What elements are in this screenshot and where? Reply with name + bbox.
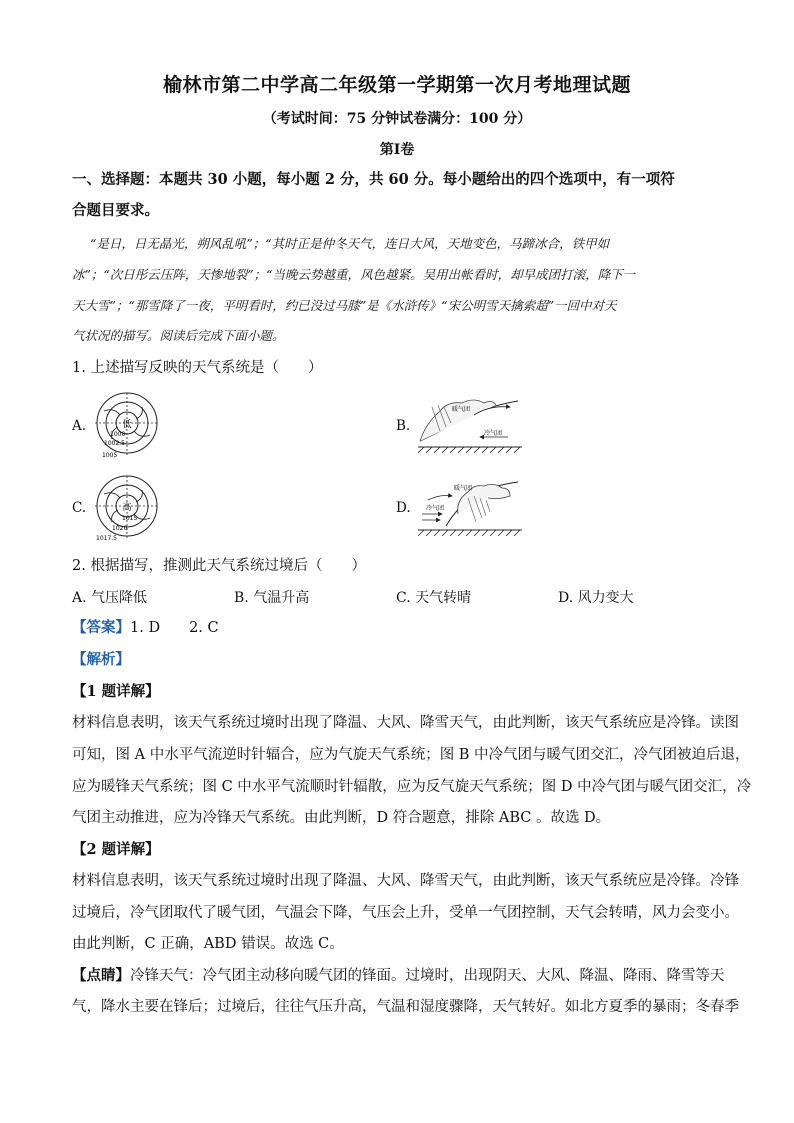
detail-1-line: 气团主动推进，应为冷锋天气系统。由此判断，D 符合题意，排除 ABC 。故选 D。 [72,810,611,826]
detail-1-line: 可知，图 A 中水平气流逆时针辐合，应为气旋天气系统；图 B 中冷气团与暖气团交汇，冷气团被迫后退， [72,747,750,763]
question-1-stem: 1. 上述描写反映的天气系统是（ ） [72,360,323,376]
diagram-a-isobar: 1002.5 [104,440,125,447]
q2-choice-d: D. 风力变大 [558,590,634,606]
detail-1-line: 应为暖锋天气系统；图 C 中水平气流顺时针辐散，应为反气旋天气系统；图 D 中冷气团与暖气团交汇，冷 [72,779,752,795]
question-2-stem: 2. 根据描写，推测此天气系统过境后（ ） [72,558,366,574]
tip-text: 冷锋天气：冷气团主动移向暖气团的锋面。过境时，出现阴天、大风、降温、降雨、降雪等天 [130,968,725,984]
diagram-c-isobar: 1015 [122,515,138,522]
exam-info: （考试时间：75 分钟试卷满分：100 分） [262,111,532,127]
detail-1-line: 材料信息表明，该天气系统过境时出现了降温、大风、降雪天气，由此判断，该天气系统应是冷锋。读图 [72,715,739,731]
passage-line: 天大雪”；“那雪降了一夜，平明看时，约已没过马膝”是《水浒传》“宋公明雪天擒索超”一回中对天 [72,298,617,313]
anticyclone-diagram [92,476,162,542]
diagram-c-center: 高 [122,503,132,513]
q2-choice-a: A. 气压降低 [72,590,148,606]
analysis-label: 【解析】 [72,651,130,668]
option-b-label: B. [396,418,411,434]
option-c-label: C. [72,500,87,516]
q2-choice-b: B. 气温升高 [234,590,310,606]
tip-line [72,966,725,986]
answer-line [72,618,722,638]
passage-line: 冰”；“次日彤云压阵，天惨地裂”；“当晚云势越重，风色越紧。吴用出帐看时，却早成团打滚，降下一 [72,267,636,282]
detail-2-line: 材料信息表明，该天气系统过境时出现了降温、大风、降雪天气，由此判断，该天气系统应是冷锋。冷锋 [72,873,739,889]
passage-line: “是日，日无晶光，朔风乱吼”；“其时正是仲冬天气，连日大风，天地变色，马蹄冰合，铁甲如 [90,236,610,251]
warm-front-diagram [418,393,523,455]
diagram-c-isobar: 1017.5 [96,535,117,542]
diagram-a-isobar: 1000 [110,431,126,438]
answer-text: 1. D 2. C [130,620,219,636]
option-d-label: D. [396,500,411,516]
diagram-b-cold-label: 冷气团 [484,430,503,437]
detail-2-label: 【2 题详解】 [72,841,160,858]
page-title: 榆林市第二中学高二年级第一学期第一次月考地理试题 [162,74,631,96]
tip-line: 气，降水主要在锋后；过境后，往往气压升高，气温和湿度骤降，天气转好。如北方夏季的暴雨；冬春季 [72,999,739,1015]
volume-label: 第Ⅰ卷 [379,142,415,158]
diagram-d-cold-label: 冷气团 [426,505,445,512]
option-a-label: A. [72,418,87,434]
passage-line: 气状况的描写。阅读后完成下面小题。 [72,328,285,343]
section-heading-line2: 合题目要求。 [72,202,159,219]
detail-1-label: 【1 题详解】 [72,683,160,700]
cold-front-diagram [418,476,523,538]
q2-choice-c: C. 天气转晴 [396,590,472,606]
diagram-a-isobar: 1005 [102,452,118,459]
cyclone-diagram [92,393,162,459]
tip-label: 【点睛】 [72,967,130,984]
answer-label: 【答案】 [72,619,130,636]
diagram-b-warm-label: 暖气团 [452,406,471,413]
diagram-c-isobar: 1020 [112,525,128,532]
detail-2-line: 过境后，冷气团取代了暖气团，气温会下降，气压会上升，受单一气团控制，天气会转晴，风力会变小。 [72,905,739,921]
diagram-d-warm-label: 暖气团 [454,485,473,492]
detail-2-line: 由此判断，C 正确，ABD 错误。故选 C。 [72,936,344,952]
section-heading-line1: 一、选择题：本题共 30 小题，每小题 2 分，共 60 分。每小题给出的四个选项中，有一项符 [72,171,675,188]
diagram-a-center: 低 [122,420,132,430]
